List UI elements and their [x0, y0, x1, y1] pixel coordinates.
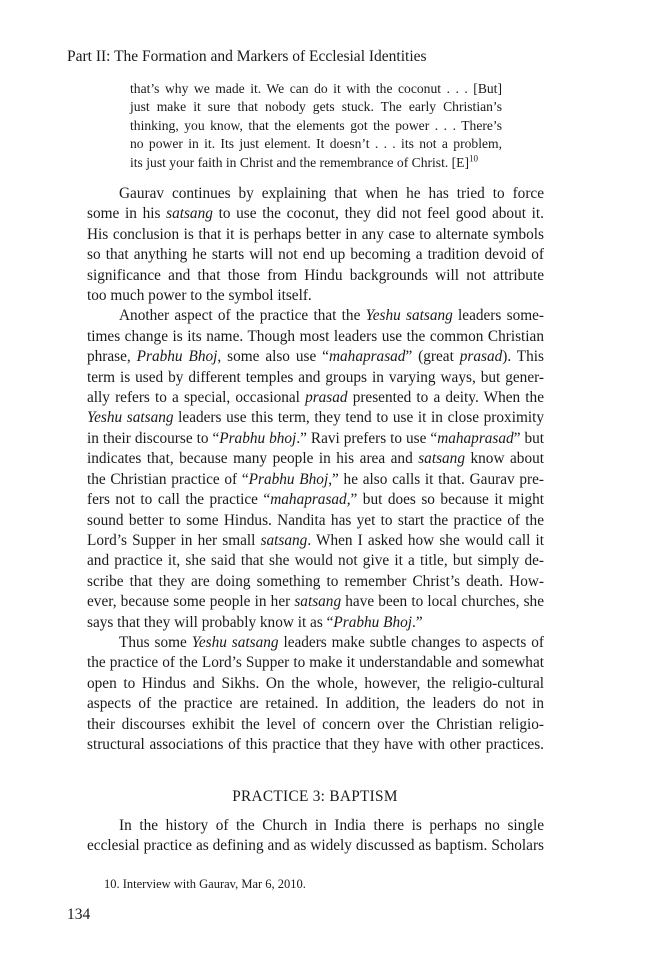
- page-number: 134: [67, 906, 91, 923]
- text-line: the practice of the Lord’s Supper to make it understandable and somewhat: [87, 654, 544, 672]
- text-line: structural associations of this practice that they have with other practices.: [87, 735, 544, 753]
- paragraph-4: [87, 816, 544, 857]
- footnote: 10. Interview with Gaurav, Mar 6, 2010.: [104, 877, 306, 891]
- block-quote: [130, 80, 502, 172]
- quote-line: thinking, you know, that the elements got the power . . . There’s: [130, 117, 502, 133]
- text-line: Gaurav continues by explaining that when he has tried to force: [119, 185, 544, 202]
- text-line: term is used by different temples and groups in varying ways, but gener-: [87, 368, 544, 386]
- text-line: open to Hindus and Sikhs. On the whole, however, the religio-cultural: [87, 674, 544, 692]
- text-line: scribe that they are doing something to remember Christ’s death. How-: [87, 572, 544, 590]
- text-line: sound better to some Hindus. Nandita has yet to start the practice of the: [87, 511, 544, 529]
- text-line: in their discourse to “Prabhu bhoj.” Ravi prefers to use “mahaprasad” but: [87, 429, 544, 447]
- text-line: Lord’s Supper in her small satsang. When I asked how she would call it: [87, 531, 544, 549]
- text-line: ever, because some people in her satsang have been to local churches, she: [87, 593, 544, 611]
- text-line: significance and that those from Hindu backgrounds will not attribute: [87, 266, 544, 284]
- paragraph-2: [87, 306, 544, 633]
- quote-line: that’s why we made it. We can do it with the coconut . . . [But]: [130, 81, 502, 96]
- text-line: Yeshu satsang leaders use this term, they tend to use it in close proximity: [87, 409, 544, 427]
- text-line: and practice it, she said that she would not give it a title, but simply de-: [87, 552, 544, 570]
- text-line: too much power to the symbol itself.: [87, 287, 312, 305]
- text-line: Another aspect of the practice that the Yeshu satsang leaders some-: [119, 307, 544, 325]
- text-line: some in his satsang to use the coconut, they did not feel good about it.: [87, 205, 544, 223]
- paragraph-3: [87, 633, 544, 755]
- text-line: indicates that, because many people in his area and satsang know about: [87, 450, 544, 468]
- text-line: fers not to call the practice “mahaprasad,” but does so because it might: [87, 491, 544, 509]
- text-line: the Christian practice of “Prabhu Bhoj,” he also calls it that. Gaurav pre-: [87, 470, 545, 488]
- text-line: His conclusion is that it is perhaps better in any case to alternate symbols: [87, 225, 544, 243]
- section-heading: PRACTICE 3: BAPTISM: [232, 788, 398, 805]
- text-line: their discourses exhibit the level of concern over the Christian religio-: [87, 715, 544, 733]
- text-line: times change is its name. Though most leaders use the common Christian: [87, 327, 544, 345]
- quote-text: its just your faith in Christ and the remembrance of Christ. [E]: [130, 154, 470, 170]
- quote-line: no power in it. Its just element. It doesn’t . . . its not a problem,: [130, 136, 502, 152]
- paragraph-1: [87, 184, 544, 306]
- text-line: says that they will probably know it as “Prabhu Bhoj.”: [87, 613, 423, 631]
- text-line: so that anything he starts will not end up becoming a tradition devoid of: [87, 246, 544, 264]
- quote-line: just make it sure that nobody gets stuck. The early Christian’s: [130, 99, 502, 115]
- text-line: aspects of the practice are retained. In addition, the leaders do not in: [87, 695, 544, 713]
- text-line: In the history of the Church in India there is perhaps no single: [119, 817, 544, 834]
- text-line: ecclesial practice as defining and as widely discussed as baptism. Scholars: [87, 837, 544, 855]
- text-line: Thus some Yeshu satsang leaders make subtle changes to aspects of: [119, 633, 544, 651]
- quote-line-last: [130, 154, 502, 172]
- footnote-ref: 10: [469, 153, 479, 164]
- running-head: Part II: The Formation and Markers of Ecclesial Identities: [67, 48, 427, 65]
- text-line: ally refers to a special, occasional prasad presented to a deity. When the: [87, 389, 544, 407]
- body-text: [87, 184, 544, 755]
- text-line: phrase, Prabhu Bhoj, some also use “mahaprasad” (great prasad). This: [87, 348, 544, 366]
